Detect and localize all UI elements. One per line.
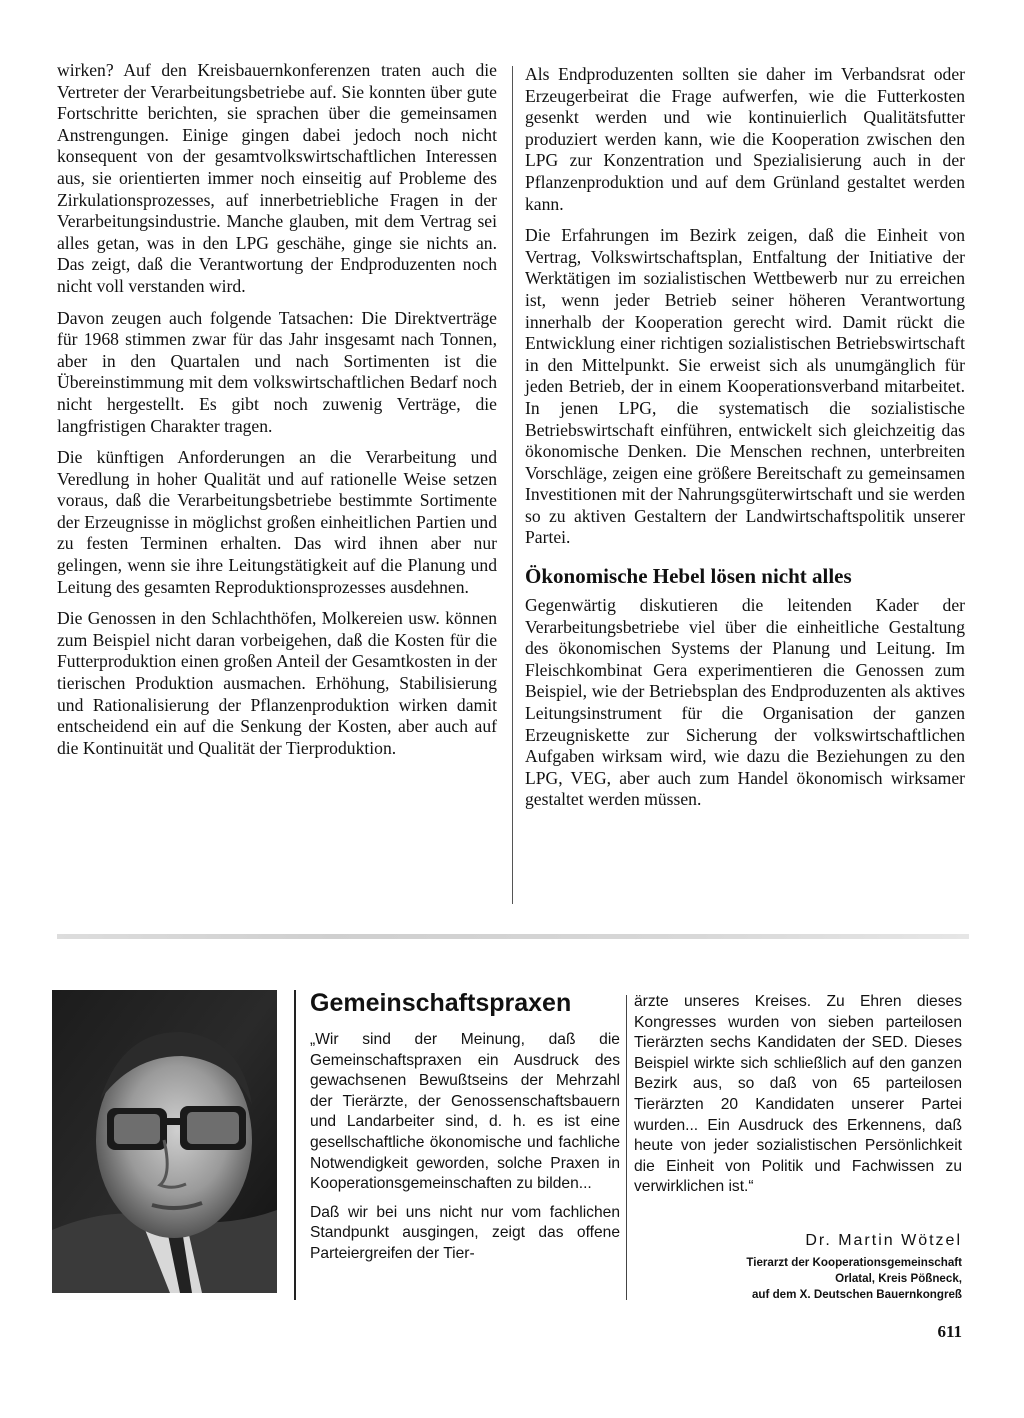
author-affiliation-line: auf dem X. Deutschen Bauernkongreß [751, 1288, 962, 1301]
box-left-rule [294, 990, 296, 1300]
author-affiliation-line: Tierarzt der Kooperationsgemeinschaft [746, 1256, 962, 1269]
column-divider [512, 66, 513, 904]
article-column-right [525, 64, 965, 821]
box-title: Gemeinschaftspraxen [310, 989, 572, 1017]
quote-column-left [310, 1030, 620, 1273]
box-column-divider [626, 995, 627, 1300]
quote-paragraph: ärzte unseres Kreises. Zu Ehren dieses Kongresses wurden von sieben parteilosen Tierärzten sechs Kandidaten der SED. Dieses Beispiel wirkte sich schließlich auf den ganzen Bezirk aus, so daß von 65 parteilosen Tierärzten 20 Kandidaten unserer Partei wurden... Ein Ausdruck des Erkennens, daß heute von jeder sozialistischen Persönlichkeit die Einheit von Politik und Fachwissen zu verwirklichen ist.“ [634, 993, 962, 1196]
article-paragraph: Davon zeugen auch folgende Tatsachen: Die Direktverträge für 1968 stimmen zwar für das Jahr insgesamt nach Tonnen, aber in den Quartalen und nach Sortimenten ist die Übereinstimmung mit dem volkswirtschaftlichen Bedarf noch nicht hergestellt. Es gibt noch zuwenig Verträge, die langfristigen Charakter tragen. [57, 307, 497, 436]
portrait-photo [52, 990, 277, 1293]
article-column-left [57, 60, 497, 769]
author-affiliation-line: Orlatal, Kreis Pößneck, [835, 1272, 962, 1285]
section-separator [57, 934, 969, 939]
article-paragraph: Die Erfahrungen im Bezirk zeigen, daß die Einheit von Vertrag, Volkswirtschaftsplan, Entfaltung der Initiative der Werktätigen im sozialistischen Wettbewerb nur zu erreichen ist, wenn jeder Betrieb seiner höheren Verantwortung innerhalb der Kooperation gerecht wird. Damit rückt die Entwicklung einer richtigen sozialistischen Betriebswirtschaft in den Mittelpunkt. Sie erweist sich als unumgänglich für jeden Betrieb, der in einem Kooperationsverband mitarbeitet. In jenen LPG, die systematisch die sozialistische Betriebswirtschaft einführen, entwickelt sich gleichzeitig das ökonomische Denken. Die Menschen rechnen, unterbreiten Vorschläge, zeigen eine größere Bereitschaft zu gemeinsamen Investitionen mit der Nahrungsgüterwirtschaft und sie werden so zu aktiven Gestaltern der Landwirtschaftspolitik unserer Partei. [525, 225, 965, 548]
page-number: 611 [937, 1322, 962, 1341]
author-affiliation [634, 1255, 962, 1303]
article-paragraph: Die Genossen in den Schlachthöfen, Molkereien usw. können zum Beispiel nicht daran vorbeigehen, daß die Kosten für die Futterproduktion einen großen Anteil der Gesamtkosten in der tierischen Produktion ausmachen. Erhöhung, Stabilisierung und Rationalisierung der Pflanzenproduktion wirken damit entscheidend ein auf die Senkung der Kosten, aber auch auf die Kontinuität und Qualität der Tierproduktion. [57, 608, 497, 758]
quote-paragraph: „Wir sind der Meinung, daß die Gemeinschaftspraxen ein Ausdruck des gewachsenen Bewußtseins der Mehrzahl der Tierärzte, der Genossenschaftsbauern und Landarbeiter sind, d. h. es ist eine gesellschaftliche ökonomische und fachliche Notwendigkeit geworden, solche Praxen in Kooperationsgemeinschaften zu bilden... [310, 1031, 620, 1193]
quote-column-right [634, 992, 962, 1206]
author-name: Dr. Martin Wötzel [805, 1232, 962, 1249]
article-paragraph: Als Endproduzenten sollten sie daher im Verbandsrat oder Erzeugerbeirat die Frage aufwerfen, wie die Futterkosten gesenkt werden und wie kontinuierlich Qualitätsfutter produziert werden kann, wie die Kooperation zwischen den LPG zur Konzentration und Spezialisierung auch in der Pflanzenproduktion und auf dem Grünland gestaltet werden kann. [525, 64, 965, 214]
article-paragraph: wirken? Auf den Kreisbauernkonferenzen traten auch die Vertreter der Verarbeitungsbetriebe auf. Sie konnten über gute Fortschritte berichten, sie sprachen über die gemeinsamen Anstrengungen. Einige gingen dabei jedoch noch nicht konsequent von der gesamtvolkswirtschaftlichen Interessen aus, sie orientierten immer noch einseitig auf Probleme des Zirkulationsprozesses, auf innerbetriebliche Fragen in der Verarbeitungsindustrie. Manche glauben, mit dem Vertrag sei alles getan, was in den LPG geschähe, ginge sie nichts an. Das zeigt, daß die Verantwortung der Endproduzenten noch nicht voll verstanden wird. [57, 60, 497, 296]
section-heading: Ökonomische Hebel lösen nicht alles [525, 564, 852, 589]
article-paragraph: Gegenwärtig diskutieren die leitenden Kader der Verarbeitungsbetriebe viel über die einheitliche Gestaltung des ökonomischen Systems der Planung und Leitung. Im Fleischkombinat Gera experimentieren die Genossen zum Beispiel, wie der Betriebsplan des Endproduzenten als aktives Leitungsinstrument für die Organisation der ganzen Erzeugniskette zur Sicherung der volkswirtschaftlichen Aufgaben wirksam wird, wie dazu die Beziehungen zu den LPG, VEG, aber auch zum Handel ökonomisch wirksamer gestaltet werden müssen. [525, 595, 965, 810]
article-paragraph: Die künftigen Anforderungen an die Verarbeitung und Veredlung in hoher Qualität und auf rationelle Weise setzen voraus, daß die Verarbeitungsbetriebe bestimmte Sortimente der Erzeugnisse in möglichst großen einheitlichen Partien und zu festen Terminen erhalten. Das wird ihnen aber nur gelingen, wenn sie ihre Leitungstätigkeit auf die Planung und Leitung des gesamten Reproduktionsprozesses ausdehnen. [57, 447, 497, 597]
quote-paragraph: Daß wir bei uns nicht nur vom fachlichen Standpunkt ausgingen, zeigt das offene Parteiergreifen der Tier- [310, 1203, 620, 1262]
